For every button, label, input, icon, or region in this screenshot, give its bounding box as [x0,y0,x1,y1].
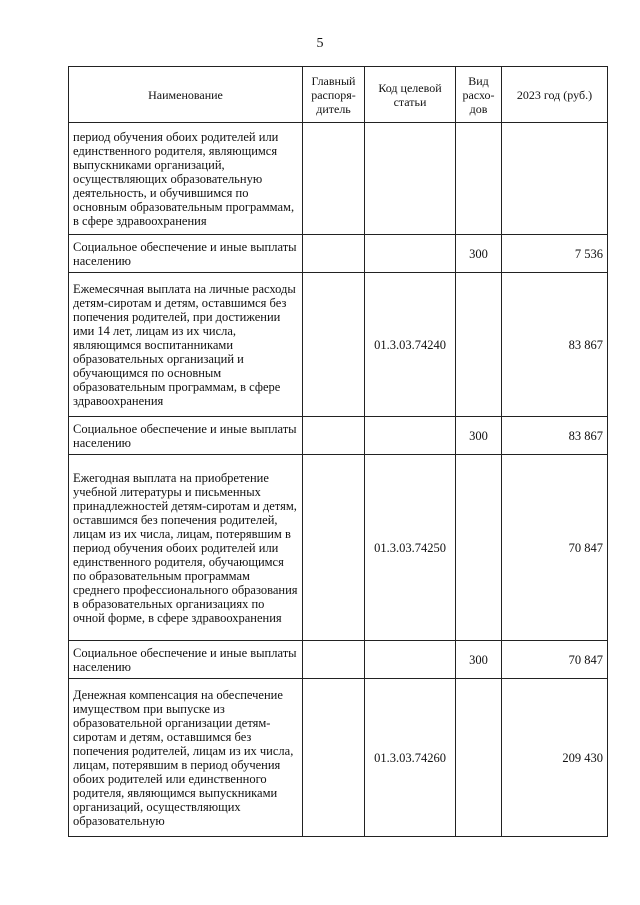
row-target-code [365,641,456,679]
row-expense-type: 300 [456,641,502,679]
row-target-code: 01.3.03.74260 [365,679,456,837]
row-target-code: 01.3.03.74240 [365,273,456,417]
row-main-manager [303,455,365,641]
row-target-code [365,123,456,235]
header-expense-type: Вид расхо-дов [456,67,502,123]
row-name: Ежегодная выплата на приобретение учебной литературы и письменных принадлежностей детям-сиротам и детям, оставшимся без попечения родителей, лицам из их числа, лицам, потерявшим в период обучения обоих родителей или единственного родителя, обучающимся по образовательным программам среднего профессионального образования в образовательных организациях по очной форме, в сфере здравоохранения [69,455,303,641]
row-amount: 70 847 [502,455,608,641]
row-main-manager [303,123,365,235]
row-name: Социальное обеспечение и иные выплаты населению [69,641,303,679]
row-target-code [365,417,456,455]
row-expense-type [456,123,502,235]
row-main-manager [303,417,365,455]
row-target-code [365,235,456,273]
row-main-manager [303,641,365,679]
row-target-code: 01.3.03.74250 [365,455,456,641]
table-row [69,123,608,235]
table-row [69,679,608,837]
header-name: Наименование [69,67,303,123]
row-name: Социальное обеспечение и иные выплаты населению [69,417,303,455]
row-amount: 70 847 [502,641,608,679]
header-main-manager: Главный распоря-дитель [303,67,365,123]
row-main-manager [303,273,365,417]
table-row [69,455,608,641]
row-name: Ежемесячная выплата на личные расходы детям-сиротам и детям, оставшимся без попечения родителей, при достижении ими 14 лет, лицам из их числа, являющимся воспитанниками образовательных организаций и обучающимся по основным образовательным программам, в сфере здравоохранения [69,273,303,417]
table-row [69,235,608,273]
table-header-row [69,67,608,123]
row-amount: 83 867 [502,273,608,417]
row-main-manager [303,679,365,837]
header-year-2023: 2023 год (руб.) [502,67,608,123]
table-row [69,273,608,417]
row-amount [502,123,608,235]
row-name: период обучения обоих родителей или единственного родителя, являющимся выпускниками организаций, осуществляющих образовательную деятельность, и обучившимся по основным образовательным программам, в сфере здравоохранения [69,123,303,235]
page-number: 5 [316,36,324,51]
row-name: Социальное обеспечение и иные выплаты населению [69,235,303,273]
row-expense-type: 300 [456,235,502,273]
row-expense-type: 300 [456,417,502,455]
table-row [69,641,608,679]
row-name: Денежная компенсация на обеспечение имуществом при выпуске из образовательной организации детям-сиротам и детям, оставшимся без попечения родителей, лицам из их числа, лицам, потерявшим в период обучения обоих родителей или единственного родителя, являющимся выпускниками организаций, осуществляющих образовательную [69,679,303,837]
row-expense-type [456,679,502,837]
header-target-code: Код целевой статьи [365,67,456,123]
row-amount: 7 536 [502,235,608,273]
table-row [69,417,608,455]
row-expense-type [456,273,502,417]
row-amount: 209 430 [502,679,608,837]
row-expense-type [456,455,502,641]
row-amount: 83 867 [502,417,608,455]
row-main-manager [303,235,365,273]
budget-table [68,66,608,837]
